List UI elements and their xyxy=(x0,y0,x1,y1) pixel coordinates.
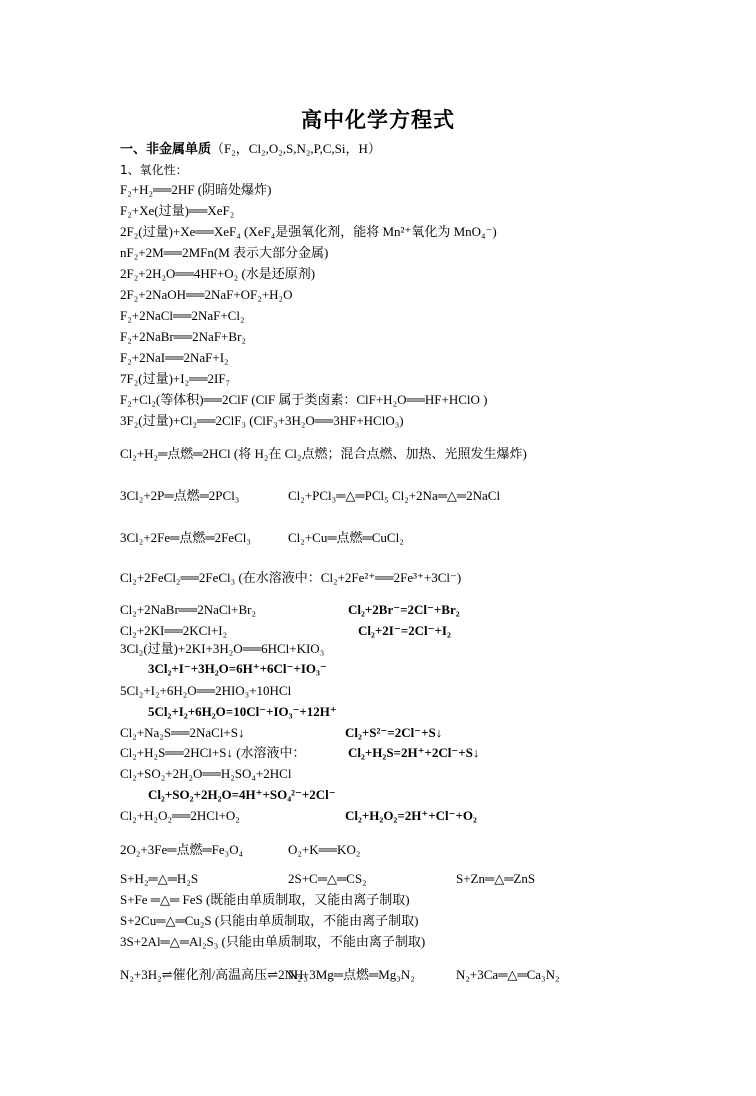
equation-line: 3Cl₂+2Fe═点燃═2FeCl₃ xyxy=(120,530,251,545)
equation-line: S+Zn═△═ZnS xyxy=(456,871,536,886)
equation-line: 5Cl₂+I₂+6H₂O══2HIO₃+10HCl xyxy=(120,683,292,698)
equation-line: 3S+2Al═△═Al₂S₃ (只能由单质制取，不能由离子制取) xyxy=(120,934,426,949)
equation-line: 5Cl₂+I₂+6H₂O=10Cl⁻+IO₃⁻+12H⁺ xyxy=(148,704,337,719)
equation-line: F₂+H₂══2HF (阴暗处爆炸) xyxy=(120,182,272,197)
page-title: 高中化学方程式 xyxy=(301,108,455,132)
equation-line: Cl₂+SO₂+2H₂O══H₂SO₄+2HCl xyxy=(120,766,292,781)
equation-line: S+2Cu═△═Cu₂S (只能由单质制取，不能由离子制取) xyxy=(120,913,419,928)
equation-line: Cl₂+S²⁻=2Cl⁻+S↓ xyxy=(345,725,443,740)
equation-line: Cl₂+H₂S══2HCl+S↓ (水溶液中： xyxy=(120,745,306,760)
section-heading: 一、非金属单质 xyxy=(120,142,212,157)
equation-line: S+H₂═△═H₂S xyxy=(120,871,199,886)
equation-line: F₂+Cl₂(等体积)══2ClF (ClF 属于类卤素：ClF+H₂O══HF+HClO ) xyxy=(120,392,488,407)
equation-line: Cl₂+SO₂+2H₂O=4H⁺+SO₄²⁻+2Cl⁻ xyxy=(148,787,336,802)
equation-line: F₂+Xe(过量)══XeF₂ xyxy=(120,203,235,218)
equation-line: Cl₂+Cu═点燃═CuCl₂ xyxy=(288,530,404,545)
equation-line: F₂+2NaCl══2NaF+Cl₂ xyxy=(120,308,245,323)
equation-line: 2F₂+2NaOH══2NaF+OF₂+H₂O xyxy=(120,287,293,302)
equation-line: Cl₂+2FeCl₂══2FeCl₃ (在水溶液中：Cl₂+2Fe²⁺══2Fe³⁺+3Cl⁻) xyxy=(120,570,462,585)
equation-line: N₂+3H₂⇌催化剂/高温高压⇌2NH₃ xyxy=(120,967,308,982)
equation-line: 2F₂(过量)+Xe══XeF₄ (XeF₄是强氧化剂，能将 Mn²⁺氧化为 MnO₄⁻) xyxy=(120,224,497,239)
equation-line: F₂+2NaBr══2NaF+Br₂ xyxy=(120,329,246,344)
equation-line: nF₂+2M══2MFn(M 表示大部分金属) xyxy=(120,245,329,260)
equation-line: Cl₂+2Br⁻=2Cl⁻+Br₂ xyxy=(348,602,460,617)
equation-line: F₂+2NaI══2NaF+I₂ xyxy=(120,350,229,365)
equation-line: 3Cl₂+2P═点燃═2PCl₃ xyxy=(120,488,240,503)
equation-line: Cl₂+Na₂S══2NaCl+S↓ xyxy=(120,725,245,740)
equation-line: 2S+C═△═CS₂ xyxy=(288,871,367,886)
equation-line: O₂+K══KO₂ xyxy=(288,842,361,857)
equation-line: Cl₂+PCl₃═△═PCl₅ Cl₂+2Na═△═2NaCl xyxy=(288,488,501,503)
equation-line: 2F₂+2H₂O══4HF+O₂ (水是还原剂) xyxy=(120,266,316,281)
equation-line: N₂+3Ca═△═Ca₃N₂ xyxy=(456,967,560,982)
equation-line: S+Fe ═△═ FeS (既能由单质制取，又能由离子制取) xyxy=(120,892,410,907)
equation-line: 3Cl₂+I⁻+3H₂O=6H⁺+6Cl⁻+IO₃⁻ xyxy=(148,661,327,676)
equation-line: Cl₂+H₂═点燃═2HCl (将 H₂在 Cl₂点燃；混合点燃、加热、光照发生爆炸) xyxy=(120,446,527,461)
equation-line: Cl₂+H₂O₂══2HCl+O₂ xyxy=(120,808,240,823)
equation-line: Cl₂+H₂O₂=2H⁺+Cl⁻+O₂ xyxy=(345,808,477,823)
subheading-oxidizing: 1、氧化性： xyxy=(120,163,188,177)
section-species: （F₂，Cl₂,O₂,S,N₂,P,C,Si，H） xyxy=(211,141,381,156)
equation-line: 3F₂(过量)+Cl₂══2ClF₃ (ClF₃+3H₂O══3HF+HClO₃) xyxy=(120,413,404,428)
equation-line: 3Cl₂(过量)+2KI+3H₂O══6HCl+KIO₃ xyxy=(120,641,325,656)
equation-line: 7F₂(过量)+I₂══2IF₇ xyxy=(120,371,231,386)
equation-line: Cl₂+H₂S=2H⁺+2Cl⁻+S↓ xyxy=(348,745,480,760)
equation-line: Cl₂+2KI══2KCl+I₂ xyxy=(120,623,228,638)
section-heading-line xyxy=(120,141,381,158)
equation-line: Cl₂+2I⁻=2Cl⁻+I₂ xyxy=(358,623,451,638)
equation-line: 2O₂+3Fe═点燃═Fe₃O₄ xyxy=(120,842,244,857)
equation-line: N₂+3Mg═点燃═Mg₃N₂ xyxy=(288,967,415,982)
equation-line: Cl₂+2NaBr══2NaCl+Br₂ xyxy=(120,602,257,617)
